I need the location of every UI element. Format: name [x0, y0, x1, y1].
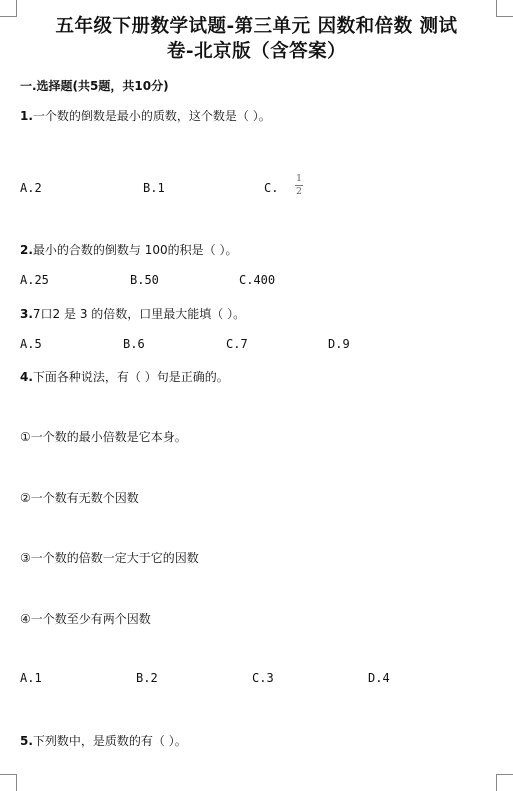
- question-4-text: 下面各种说法，有（ ）句是正确的。: [32, 370, 229, 384]
- question-2-option-c: C.400: [239, 273, 276, 287]
- question-4-option-d: D.4: [368, 671, 390, 685]
- question-3-option-d: D.9: [328, 337, 350, 351]
- question-1-text: 一个数的倒数是最小的质数，这个数是（ ）。: [32, 109, 271, 123]
- question-1-number: 1.: [20, 109, 33, 123]
- question-4-option-c: C.3: [252, 671, 274, 685]
- question-3-number: 3.: [20, 307, 33, 321]
- question-2-number: 2.: [20, 243, 33, 257]
- question-1: [20, 107, 271, 124]
- question-5-text: 下列数中，是质数的有（ ）。: [32, 734, 187, 748]
- question-1-option-a: A.2: [20, 181, 42, 195]
- question-3: [20, 305, 245, 322]
- question-3-text: 7口2 是 3 的倍数，口里最大能填（ ）。: [32, 307, 246, 321]
- question-2: [20, 241, 237, 258]
- question-5-number: 5.: [20, 734, 33, 748]
- document-title-line-1: 五年级下册数学试题-第三单元 因数和倍数 测试: [55, 16, 458, 37]
- question-4: [20, 368, 229, 385]
- question-2-option-a: A.25: [20, 273, 49, 287]
- question-2-text: 最小的合数的倒数与 100的积是（ ）。: [32, 243, 238, 257]
- question-1-option-c: C.: [264, 181, 279, 195]
- question-4-number: 4.: [20, 370, 33, 384]
- question-4-statement-2: ②一个数有无数个因数: [20, 491, 139, 505]
- crop-mark-bottom-right: [496, 774, 513, 791]
- question-1-option-c-fraction: [295, 174, 303, 197]
- section-heading: 一.选择题(共5题，共10分): [20, 79, 169, 93]
- question-1-option-b: B.1: [143, 181, 165, 195]
- question-4-statement-3: ③一个数的倍数一定大于它的因数: [20, 551, 199, 565]
- question-4-statement-4: ④一个数至少有两个因数: [20, 612, 151, 626]
- question-5: [20, 732, 187, 749]
- fraction-denominator: 2: [295, 186, 303, 197]
- question-2-option-b: B.50: [130, 273, 159, 287]
- crop-mark-bottom-left: [0, 774, 17, 791]
- question-4-option-a: A.1: [20, 671, 42, 685]
- question-4-option-b: B.2: [136, 671, 158, 685]
- question-3-option-a: A.5: [20, 337, 42, 351]
- fraction-numerator: 1: [295, 173, 303, 184]
- question-3-option-c: C.7: [226, 337, 248, 351]
- question-4-statement-1: ①一个数的最小倍数是它本身。: [20, 430, 187, 444]
- question-3-option-b: B.6: [123, 337, 145, 351]
- document-title-line-2: 卷-北京版（含答案）: [166, 41, 347, 62]
